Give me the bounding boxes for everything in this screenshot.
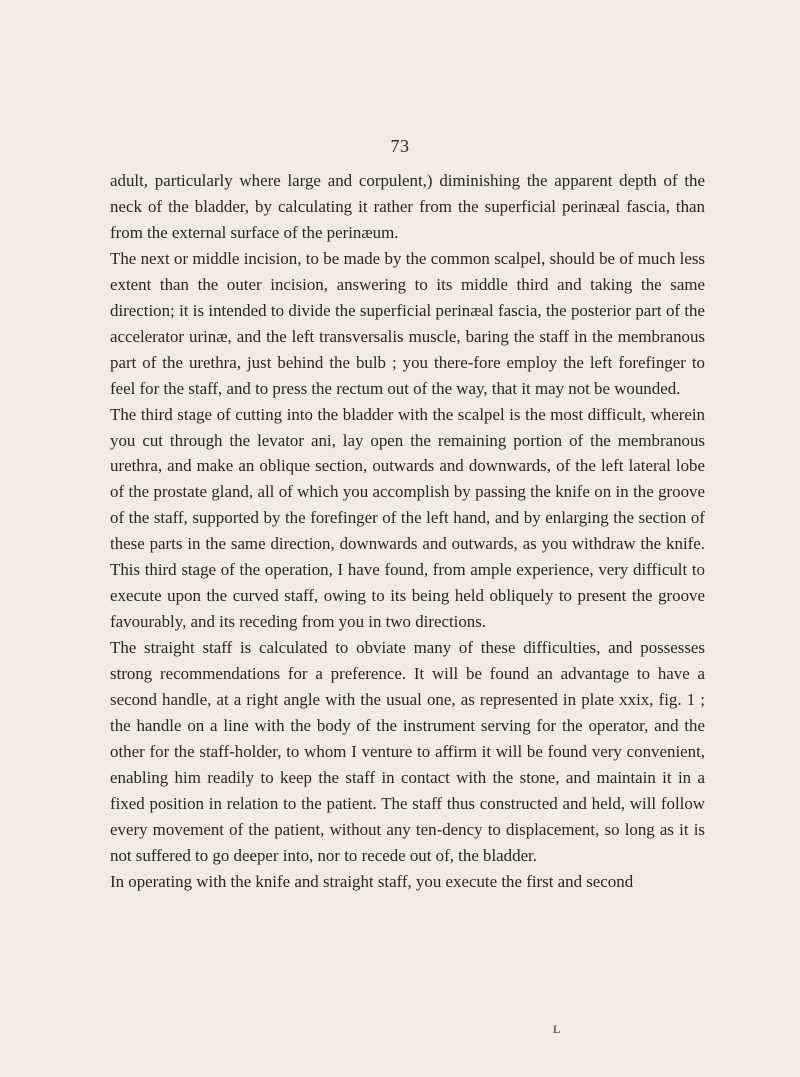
body-text (110, 168, 705, 895)
signature-mark: L (553, 1022, 561, 1036)
paragraph: The next or middle incision, to be made by the common scalpel, should be of much less extent than the outer incision, answering to its middle third and taking the same direction; it is intended to divide the superficial perinæal fascia, the posterior part of the accelerator urinæ, and the left transversalis muscle, baring the staff in the membranous part of the urethra, just behind the bulb ; you there-fore employ the left forefinger to feel for the staff, and to press the rectum out of the way, that it may not be wounded. (110, 248, 705, 398)
page-number: 73 (390, 136, 410, 156)
paragraph: In operating with the knife and straight staff, you execute the first and second (110, 871, 634, 891)
paragraph: adult, particularly where large and corpulent,) diminishing the apparent depth of the neck of the bladder, by calculating it rather from the superficial perinæal fascia, than from the external surface of the perinæum. (110, 171, 705, 242)
paragraph: The third stage of cutting into the bladder with the scalpel is the most difficult, wherein you cut through the levator ani, lay open the remaining portion of the membranous urethra, and make an oblique section, outwards and downwards, of the left lateral lobe of the prostate gland, all of which you accomplish by passing the knife on in the groove of the staff, supported by the forefinger of the left hand, and by enlarging the section of these parts in the same direction, downwards and outwards, as you withdraw the knife. This third stage of the operation, I have found, from ample experience, very difficult to execute upon the curved staff, owing to its being held obliquely to present the groove favourably, and its receding from you in two directions. (110, 404, 705, 632)
paragraph: The straight staff is calculated to obviate many of these difficulties, and possesses strong recommendations for a preference. It will be found an advantage to have a second handle, at a right angle with the usual one, as represented in plate xxix, fig. 1 ; the handle on a line with the body of the instrument serving for the operator, and the other for the staff-holder, to whom I venture to affirm it will be found very convenient, enabling him readily to keep the staff in contact with the stone, and maintain it in a fixed position in relation to the patient. The staff thus constructed and held, will follow every movement of the patient, without any ten-dency to displacement, so long as it is not suffered to go deeper into, nor to recede out of, the bladder. (110, 638, 705, 865)
